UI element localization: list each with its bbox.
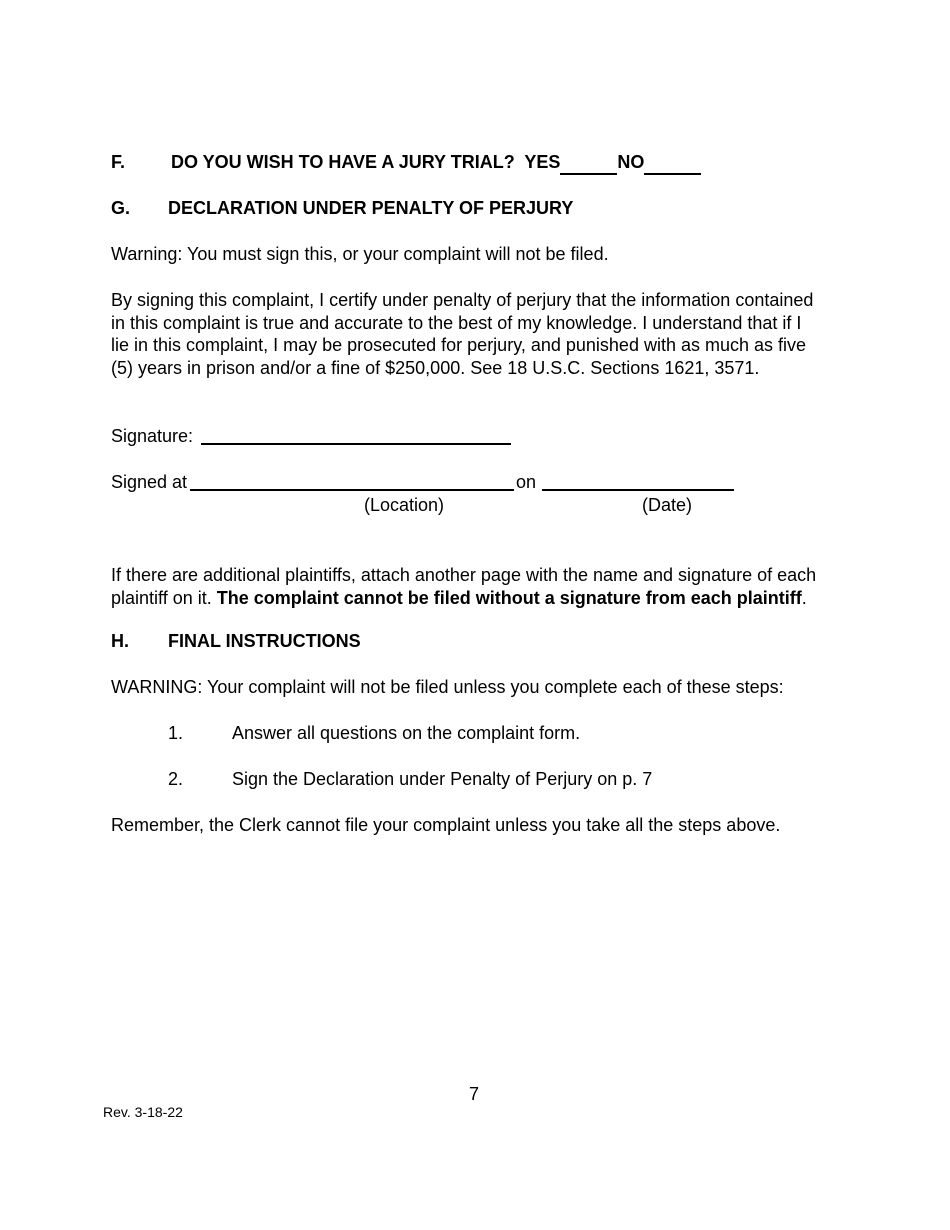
date-field[interactable] [542,489,734,491]
jury-no-field[interactable] [644,152,701,175]
plaintiffs-line: If there are additional plaintiffs, attach another page with the name and signature of each [111,565,817,585]
certification-line: (5) years in prison and/or a fine of $250,000. See 18 U.S.C. Sections 1621, 3571. [111,357,760,378]
signature-field[interactable] [201,443,511,445]
on-label: on [516,472,537,492]
jury-yes-label: YES [524,152,561,172]
plaintiffs-requirement: The complaint cannot be filed without a signature from each plaintiff [216,587,802,608]
plaintiffs-line-prefix: plaintiff on it. [111,587,217,608]
section-h-letter: H. [111,631,129,651]
location-field[interactable] [190,489,514,491]
signed-at-label: Signed at [111,472,188,492]
date-caption: (Date) [642,495,693,515]
final-warning: WARNING: Your complaint will not be filed unless you complete each of these steps: [111,677,784,697]
certification-paragraph [111,289,813,379]
signature-warning: Warning: You must sign this, or your complaint will not be filed. [111,244,609,264]
revision-date: Rev. 3-18-22 [103,1104,183,1120]
page-number: 7 [469,1084,480,1104]
plaintiffs-line [111,587,816,610]
step-text: Sign the Declaration under Penalty of Perjury on p. 7 [232,769,653,789]
location-caption: (Location) [364,495,445,515]
final-reminder: Remember, the Clerk cannot file your complaint unless you take all the steps above. [111,815,781,835]
step-text: Answer all questions on the complaint form. [232,723,581,743]
section-g-title: DECLARATION UNDER PENALTY OF PERJURY [168,198,574,218]
signature-row [111,426,193,447]
jury-trial-question-text: DO YOU WISH TO HAVE A JURY TRIAL? [171,152,515,172]
section-g-letter: G. [111,198,131,218]
section-h-title: FINAL INSTRUCTIONS [168,631,361,651]
jury-trial-question [171,152,701,175]
step-number: 1. [168,723,184,743]
signature-label: Signature: [111,426,194,446]
jury-no-label: NO [617,152,645,172]
section-f-letter: F. [111,152,126,172]
jury-yes-field[interactable] [560,152,617,175]
plaintiffs-line-suffix: . [801,587,807,608]
additional-plaintiffs-paragraph [111,564,816,609]
certification-line: in this complaint is true and accurate to the best of my knowledge. I understand that if I [111,312,802,333]
certification-line: By signing this complaint, I certify under penalty of perjury that the information contained [111,290,814,310]
step-number: 2. [168,769,184,789]
certification-line: lie in this complaint, I may be prosecuted for perjury, and punished with as much as five [111,335,807,355]
